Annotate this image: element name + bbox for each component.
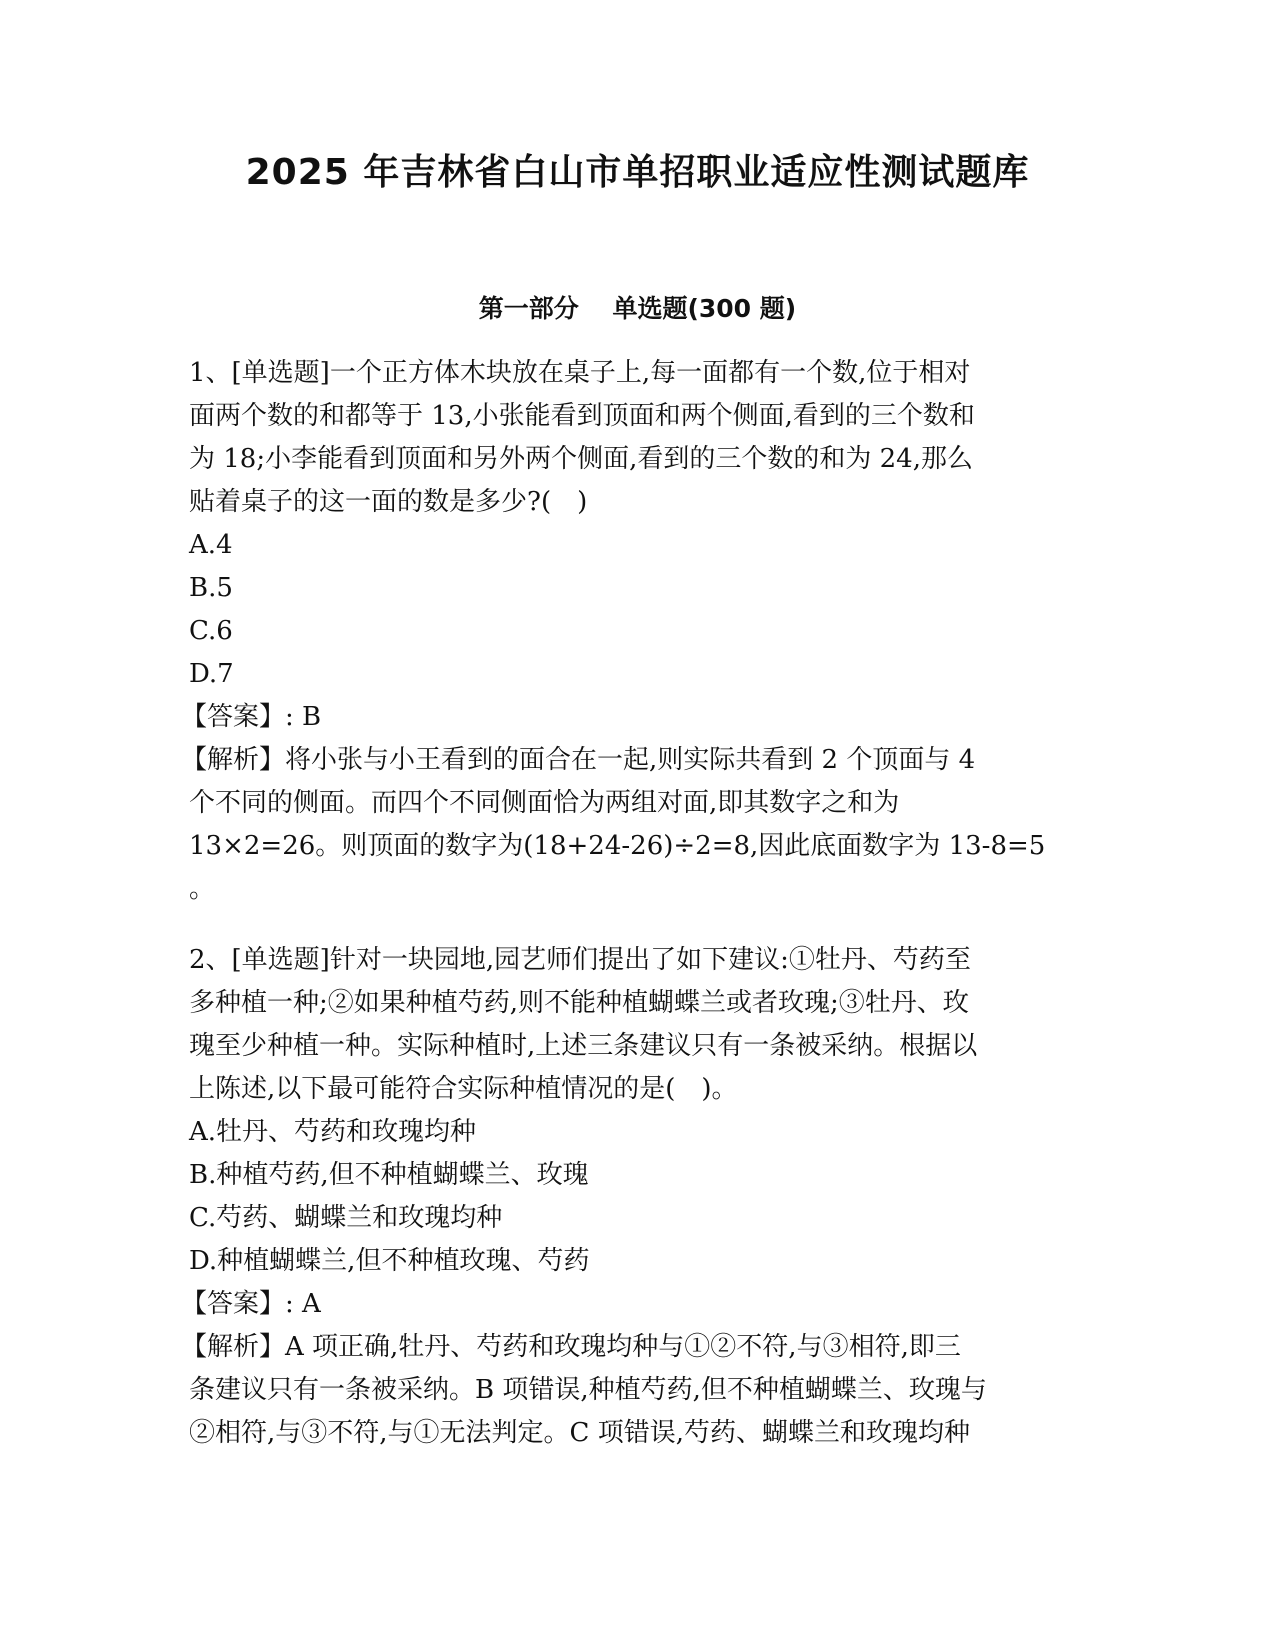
analysis-line: 【解析】A 项正确,牡丹、芍药和玫瑰均种与①②不符,与③相符,即三 — [181, 1332, 961, 1362]
analysis-line: 【解析】将小张与小王看到的面合在一起,则实际共看到 2 个顶面与 4 — [181, 745, 976, 775]
option-d: D.种植蝴蝶兰,但不种植玫瑰、芍药 — [189, 1246, 590, 1276]
analysis-line: 13×2=26。则顶面的数字为(18+24-26)÷2=8,因此底面数字为 13-8=5 — [189, 831, 1046, 861]
question-stem-line: 贴着桌子的这一面的数是多少?( ) — [189, 487, 588, 517]
option-a: A.4 — [189, 530, 233, 560]
analysis-line: ②相符,与③不符,与①无法判定。C 项错误,芍药、蝴蝶兰和玫瑰均种 — [189, 1418, 970, 1448]
question-stem-line: 瑰至少种植一种。实际种植时,上述三条建议只有一条被采纳。根据以 — [189, 1031, 978, 1061]
question-stem-line: 2、[单选题]针对一块园地,园艺师们提出了如下建议:①牡丹、芍药至 — [189, 945, 971, 975]
answer-line: 【答案】: A — [181, 1289, 321, 1319]
analysis-line: 条建议只有一条被采纳。B 项错误,种植芍药,但不种植蝴蝶兰、玫瑰与 — [189, 1375, 987, 1405]
question-list — [181, 352, 1089, 1455]
option-a: A.牡丹、芍药和玫瑰均种 — [189, 1117, 477, 1147]
option-b: B.种植芍药,但不种植蝴蝶兰、玫瑰 — [189, 1160, 589, 1190]
option-d: D.7 — [189, 659, 234, 689]
document-title: 2025 年吉林省白山市单招职业适应性测试题库 — [245, 152, 1030, 193]
question-stem-line: 多种植一种;②如果种植芍药,则不能种植蝴蝶兰或者玫瑰;③牡丹、玫 — [189, 988, 969, 1018]
question-item — [181, 939, 1089, 1455]
question-stem-line: 1、[单选题]一个正方体木块放在桌子上,每一面都有一个数,位于相对 — [189, 358, 971, 388]
question-stem-line: 为 18;小李能看到顶面和另外两个侧面,看到的三个数的和为 24,那么 — [189, 444, 973, 474]
analysis-line: 个不同的侧面。而四个不同侧面恰为两组对面,即其数字之和为 — [189, 788, 900, 818]
option-b: B.5 — [189, 573, 233, 603]
option-c: C.芍药、蝴蝶兰和玫瑰均种 — [189, 1203, 503, 1233]
question-stem-line: 面两个数的和都等于 13,小张能看到顶面和两个侧面,看到的三个数和 — [189, 401, 975, 431]
section-heading: 第一部分 单选题(300 题) — [478, 294, 797, 323]
analysis-line: 。 — [189, 874, 216, 904]
option-c: C.6 — [189, 616, 233, 646]
answer-line: 【答案】: B — [181, 702, 322, 732]
question-stem-line: 上陈述,以下最可能符合实际种植情况的是( )。 — [189, 1074, 738, 1104]
question-item — [181, 352, 1089, 911]
